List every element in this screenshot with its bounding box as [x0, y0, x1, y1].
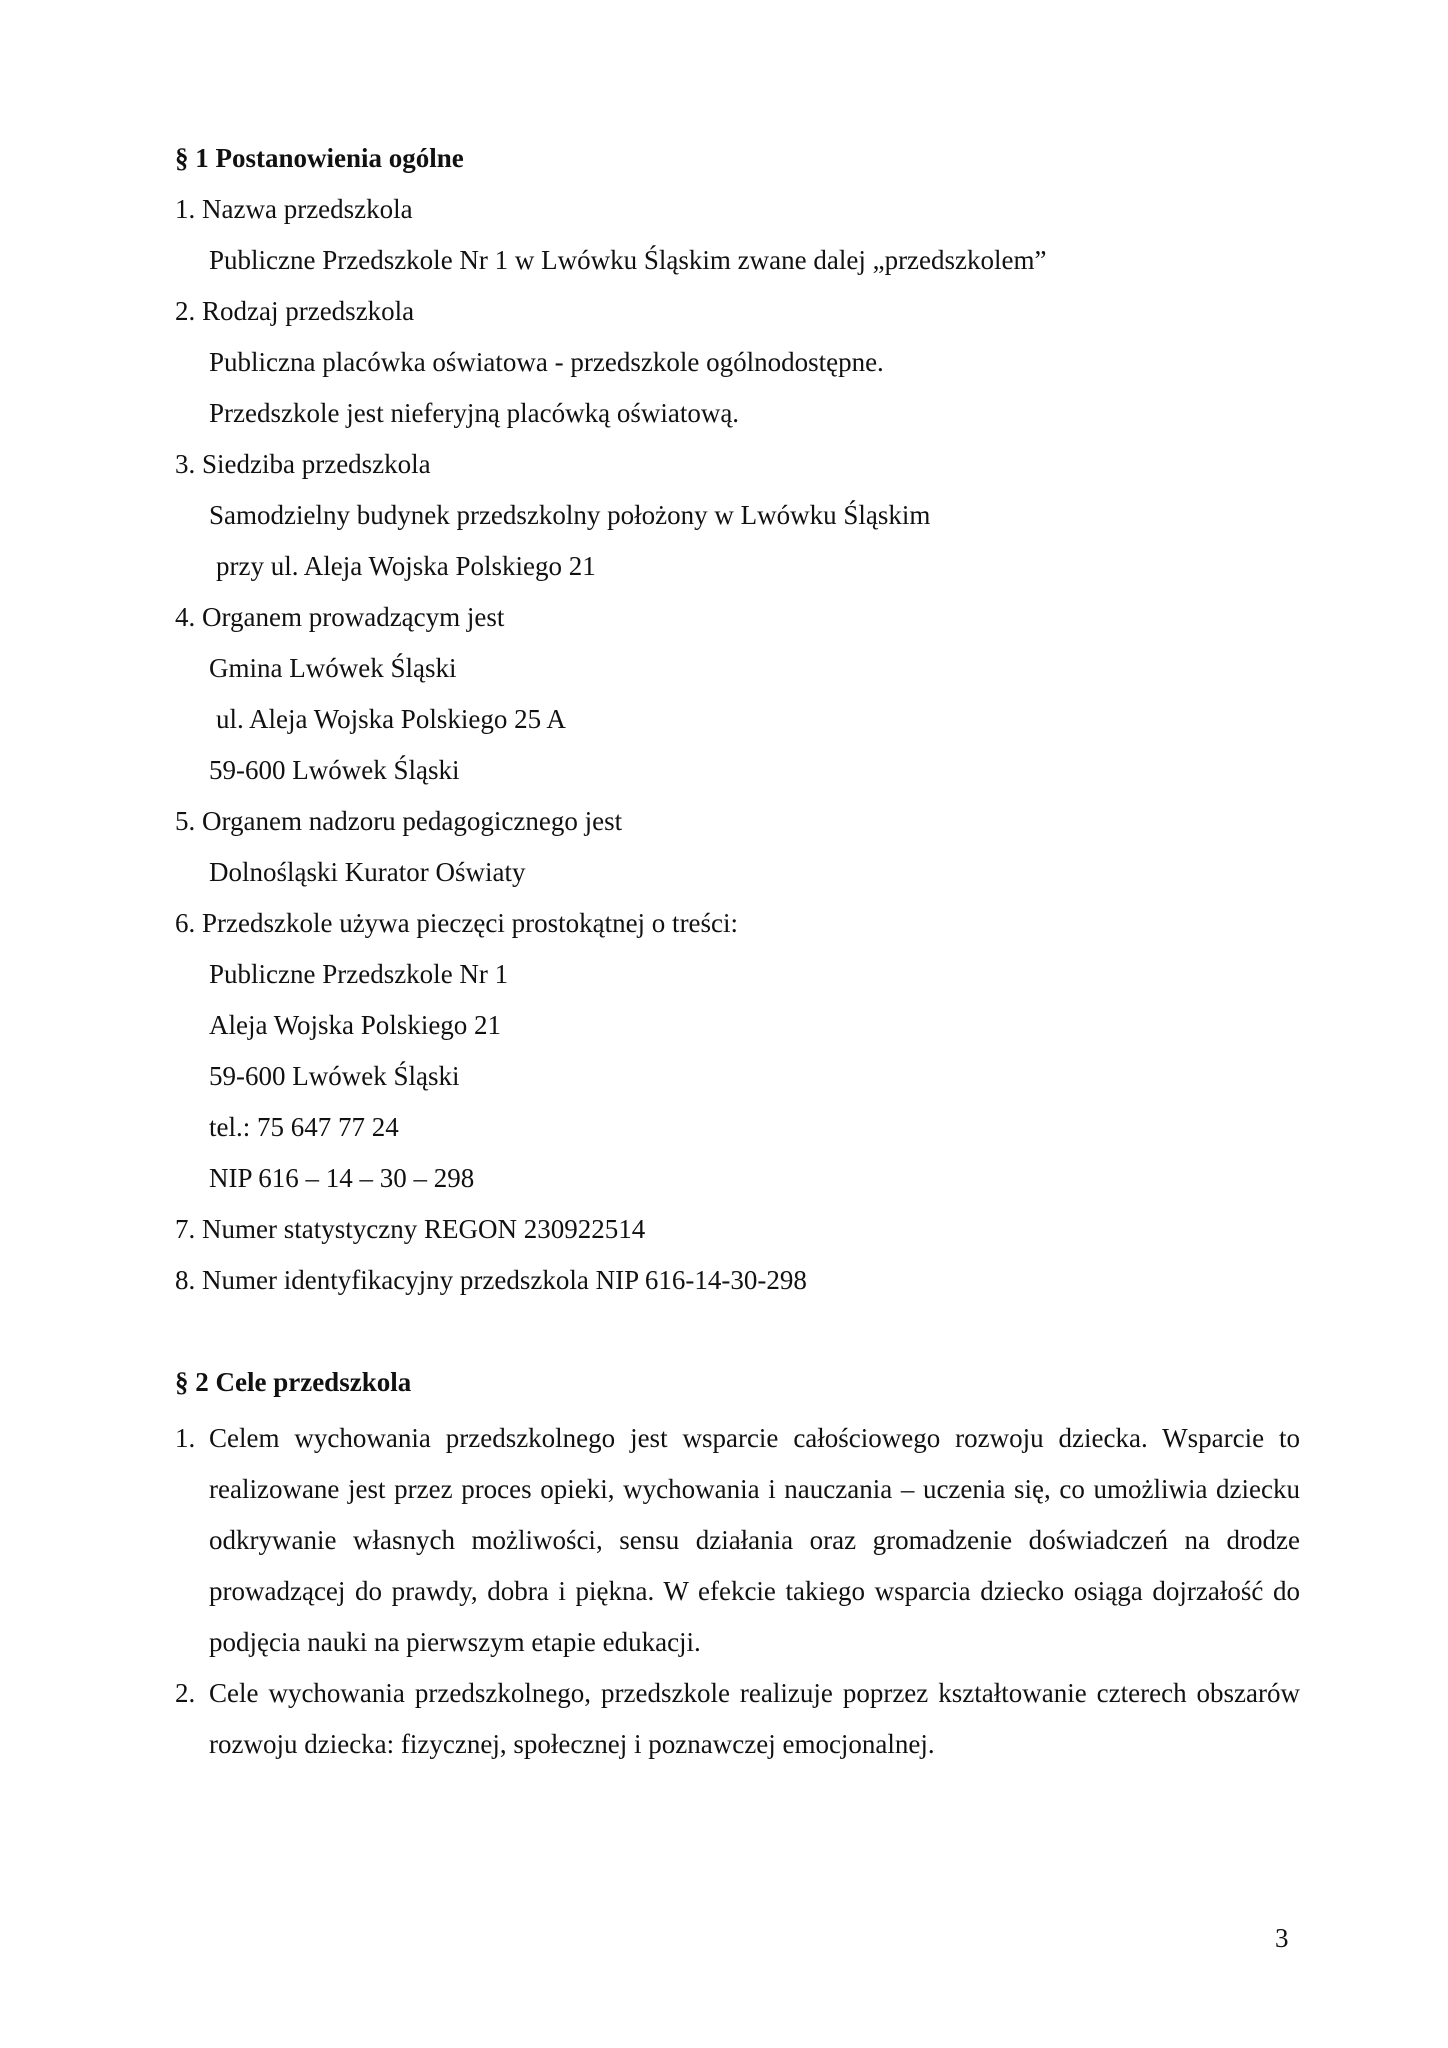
governing-body-street: ul. Aleja Wojska Polskiego 25 A [216, 704, 566, 734]
kindergarten-type: Publiczna placówka oświatowa - przedszkole ogólnodostępne. [209, 347, 884, 377]
supervisory-body: Dolnośląski Kurator Oświaty [209, 857, 526, 887]
seat-description: Samodzielny budynek przedszkolny położony w Lwówku Śląskim [209, 500, 931, 530]
list-item-6-title: 6. Przedszkole używa pieczęci prostokątnej o treści: [175, 908, 739, 938]
seat-address: przy ul. Aleja Wojska Polskiego 21 [216, 551, 596, 581]
goal-paragraph-2-text: Cele wychowania przedszkolnego, przedszkole realizuje poprzez kształtowanie czterech obszarów rozwoju dziecka: fizycznej, społecznej i poznawczej emocjonalnej. [209, 1678, 1300, 1759]
list-item-3-title: 3. Siedziba przedszkola [175, 449, 431, 479]
section-spacer [175, 1311, 1300, 1362]
list-item-8-nip: 8. Numer identyfikacyjny przedszkola NIP 616-14-30-298 [175, 1265, 807, 1295]
section-1-heading: § 1 Postanowienia ogólne [175, 143, 464, 173]
list-item-7-regon: 7. Numer statystyczny REGON 230922514 [175, 1214, 646, 1244]
section-2-heading: § 2 Cele przedszkola [175, 1367, 412, 1397]
list-item-5-title: 5. Organem nadzoru pedagogicznego jest [175, 806, 623, 836]
stamp-line-name: Publiczne Przedszkole Nr 1 [209, 959, 509, 989]
governing-body-city: 59-600 Lwówek Śląski [209, 755, 460, 785]
goal-paragraph-1 [175, 1413, 1300, 1668]
goal-paragraph-1-text: Celem wychowania przedszkolnego jest wsparcie całościowego rozwoju dziecka. Wsparcie to realizowane jest przez proces opieki, wychowania i nauczania – uczenia się, co umożliwia dziecku odkrywanie własnych możliwości, sensu działania oraz gromadzenie doświadczeń na drodze prowadzącej do prawdy, dobra i piękna. W efekcie takiego wsparcia dziecko osiąga dojrzałość do podjęcia nauki na pierwszym etapie edukacji. [209, 1423, 1300, 1657]
kindergarten-name: Publiczne Przedszkole Nr 1 w Lwówku Śląskim zwane dalej „przedszkolem” [209, 245, 1047, 275]
list-item-2-title: 2. Rodzaj przedszkola [175, 296, 415, 326]
goal-paragraph-2-number: 2. [175, 1678, 196, 1708]
goal-paragraph-1-number: 1. [175, 1423, 196, 1453]
kindergarten-type-note: Przedszkole jest nieferyjną placówką oświatową. [209, 398, 740, 428]
governing-body-name: Gmina Lwówek Śląski [209, 653, 457, 683]
goal-paragraph-2 [175, 1668, 1300, 1770]
list-item-1-title: 1. Nazwa przedszkola [175, 194, 413, 224]
page-number: 3 [1275, 1923, 1289, 1953]
stamp-line-nip: NIP 616 – 14 – 30 – 298 [209, 1163, 475, 1193]
list-item-4-title: 4. Organem prowadzącym jest [175, 602, 505, 632]
stamp-line-street: Aleja Wojska Polskiego 21 [209, 1010, 502, 1040]
stamp-line-city: 59-600 Lwówek Śląski [209, 1061, 460, 1091]
page-content [175, 138, 1300, 1770]
stamp-line-phone: tel.: 75 647 77 24 [209, 1112, 399, 1142]
